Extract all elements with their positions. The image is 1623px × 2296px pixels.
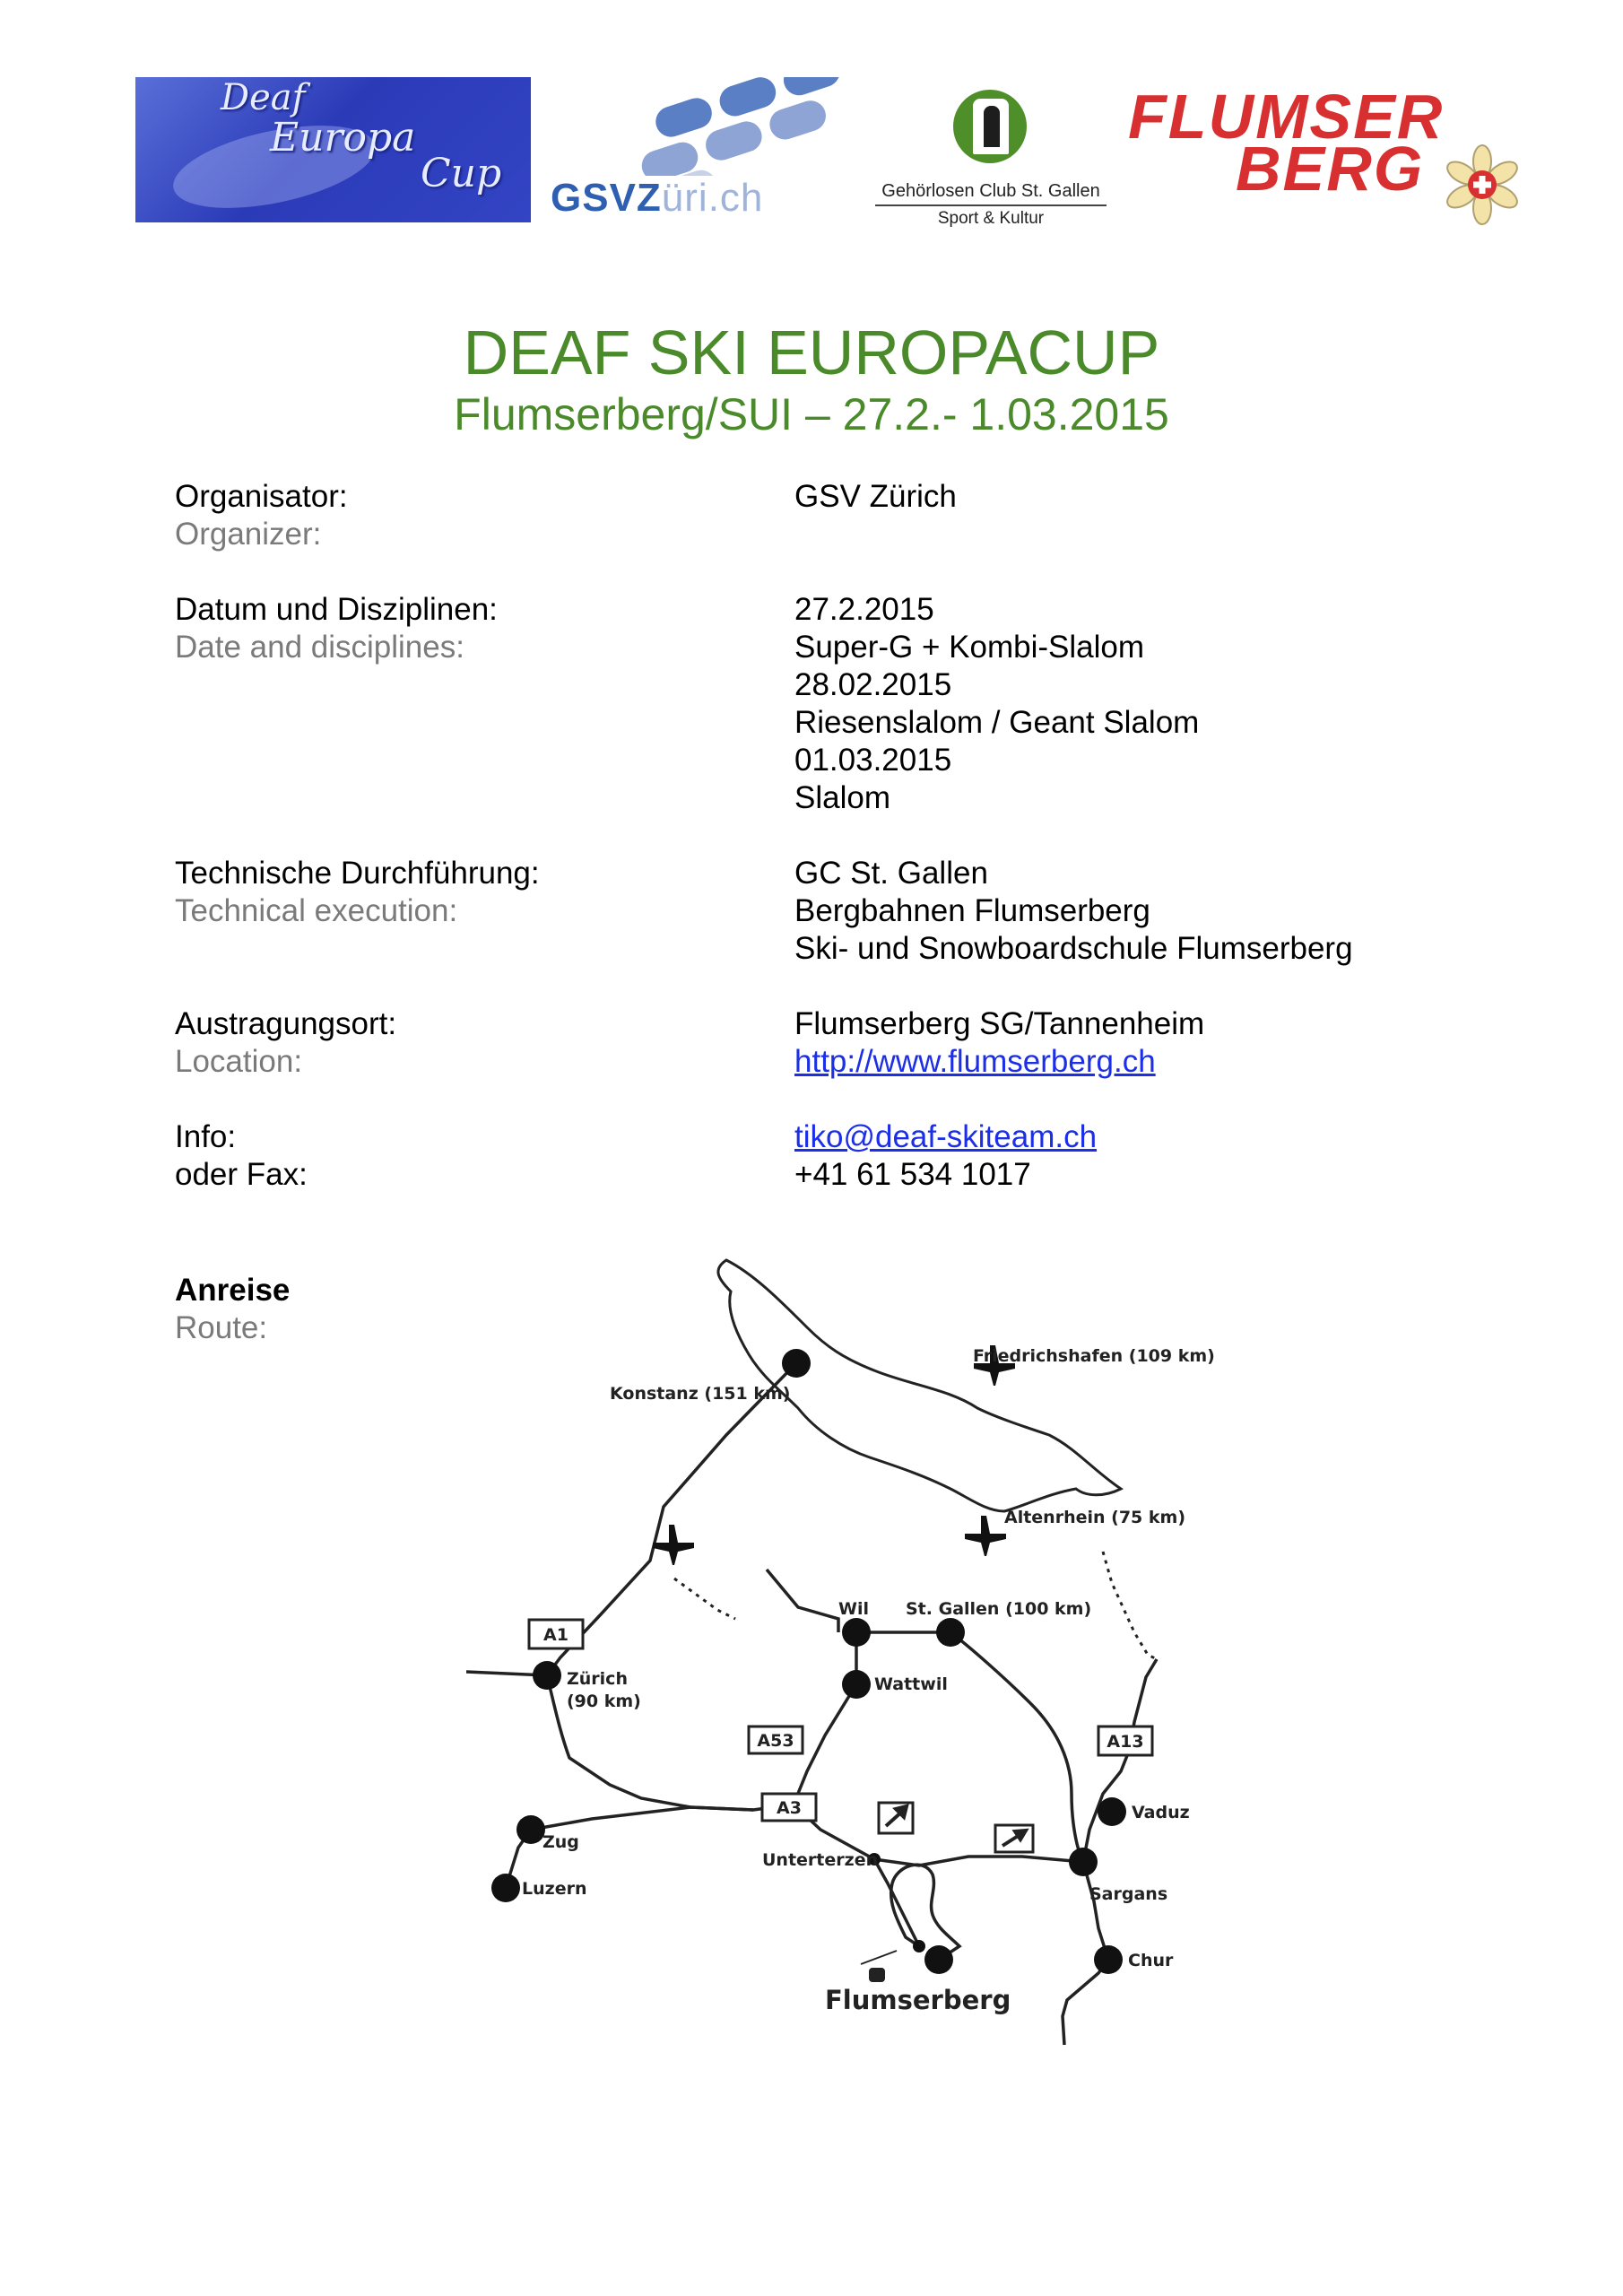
wil-label: Wil [838, 1599, 869, 1619]
route-label: Anreise [175, 1273, 291, 1308]
chur-label: Chur [1128, 1951, 1174, 1970]
a1-label: A1 [543, 1625, 568, 1645]
gc-emblem-icon [953, 90, 1027, 163]
stgallen-label: St. Gallen (100 km) [906, 1599, 1092, 1619]
wil-dot [842, 1618, 871, 1647]
gsv-zurich-logo [547, 77, 870, 230]
logo-text-europa: Europa [270, 115, 416, 161]
logo-text-cup: Cup [421, 151, 502, 196]
flumserberg-small-dot [913, 1940, 925, 1952]
sargans-dot [1069, 1848, 1098, 1876]
technical-line-1: GC St. Gallen [794, 856, 988, 891]
flumserberg-dot [924, 1945, 953, 1974]
date-line-4: Riesenslalom / Geant Slalom [794, 705, 1200, 740]
flumserberg-map-label: Flumserberg [825, 1985, 1011, 2015]
deaf-europa-cup-logo [135, 77, 531, 222]
technical-line-2: Bergbahnen Flumserberg [794, 893, 1150, 928]
location-website-link[interactable]: http://www.flumserberg.ch [794, 1044, 1156, 1079]
gondola-icon [861, 1951, 897, 1981]
location-label-en: Location: [175, 1044, 303, 1079]
konstanz-dot [782, 1349, 811, 1378]
info-label: Info: [175, 1119, 237, 1154]
konstanz-label: Konstanz (151 km) [610, 1384, 791, 1404]
gc-st-gallen-logo [870, 81, 1112, 233]
route-map [466, 1256, 1273, 2108]
route-label-en: Route: [175, 1310, 268, 1345]
wattwil-dot [842, 1670, 871, 1699]
a13-label: A13 [1107, 1732, 1144, 1752]
vaduz-dot [1098, 1797, 1126, 1826]
zurich-km-label: (90 km) [567, 1692, 641, 1711]
wattwil-label: Wattwil [874, 1674, 948, 1694]
technical-label-en: Technical execution: [175, 893, 458, 928]
page-title: DEAF SKI EUROPACUP [463, 317, 1160, 387]
zurich-dot [533, 1661, 561, 1690]
technical-line-3: Ski- und Snowboardschule Flumserberg [794, 931, 1353, 966]
flumserberg-logo-line1: FLUMSER [1128, 82, 1445, 152]
edelweiss-swiss-cross-icon [1442, 144, 1523, 225]
sargans-label: Sargans [1089, 1884, 1168, 1904]
date-line-1: 27.2.2015 [794, 592, 934, 627]
organizer-label-en: Organizer: [175, 517, 322, 552]
fax-label: oder Fax: [175, 1157, 308, 1192]
luzern-label: Luzern [522, 1879, 587, 1899]
dates-label-en: Date and disciplines: [175, 630, 464, 665]
chur-dot [1094, 1945, 1123, 1974]
technical-label: Technische Durchführung: [175, 856, 540, 891]
date-line-3: 28.02.2015 [794, 667, 952, 702]
logo-text-deaf: Deaf [221, 77, 306, 118]
organizer-label: Organisator: [175, 479, 348, 514]
flumserberg-logo [1128, 77, 1532, 221]
gc-logo-subtitle: Sport & Kultur [937, 209, 1045, 228]
location-value: Flumserberg SG/Tannenheim [794, 1006, 1205, 1041]
zurich-label: Zürich [567, 1669, 628, 1689]
date-line-6: Slalom [794, 780, 890, 815]
unterterzen-label: Unterterzen [762, 1850, 879, 1870]
gsv-logo-text: GSVZüri.ch [551, 176, 764, 220]
a53-label: A53 [757, 1731, 794, 1751]
zug-dot [516, 1815, 545, 1844]
flumserberg-logo-line2: BERG [1236, 134, 1425, 204]
location-label: Austragungsort: [175, 1006, 397, 1041]
zug-label: Zug [542, 1832, 579, 1852]
dates-label: Datum und Disziplinen: [175, 592, 498, 627]
stgallen-dot [936, 1618, 965, 1647]
date-line-2: Super-G + Kombi-Slalom [794, 630, 1145, 665]
date-line-5: 01.03.2015 [794, 743, 952, 778]
airplane-icon-altenrhein [965, 1516, 1006, 1556]
gsv-pills-icon [547, 77, 870, 176]
friedrichshafen-label: Friedrichshafen (109 km) [973, 1346, 1215, 1366]
organizer-value: GSV Zürich [794, 479, 957, 514]
gc-logo-divider [875, 204, 1107, 206]
fax-number: +41 61 534 1017 [794, 1157, 1031, 1192]
altenrhein-label: Altenrhein (75 km) [1004, 1508, 1186, 1527]
a3-label: A3 [777, 1798, 802, 1818]
luzern-dot [491, 1874, 520, 1902]
contact-email-link[interactable]: tiko@deaf-skiteam.ch [794, 1119, 1098, 1154]
gc-logo-name: Gehörlosen Club St. Gallen [881, 181, 1100, 201]
vaduz-label: Vaduz [1132, 1803, 1190, 1822]
page-subtitle: Flumserberg/SUI – 27.2.- 1.03.2015 [454, 389, 1169, 439]
